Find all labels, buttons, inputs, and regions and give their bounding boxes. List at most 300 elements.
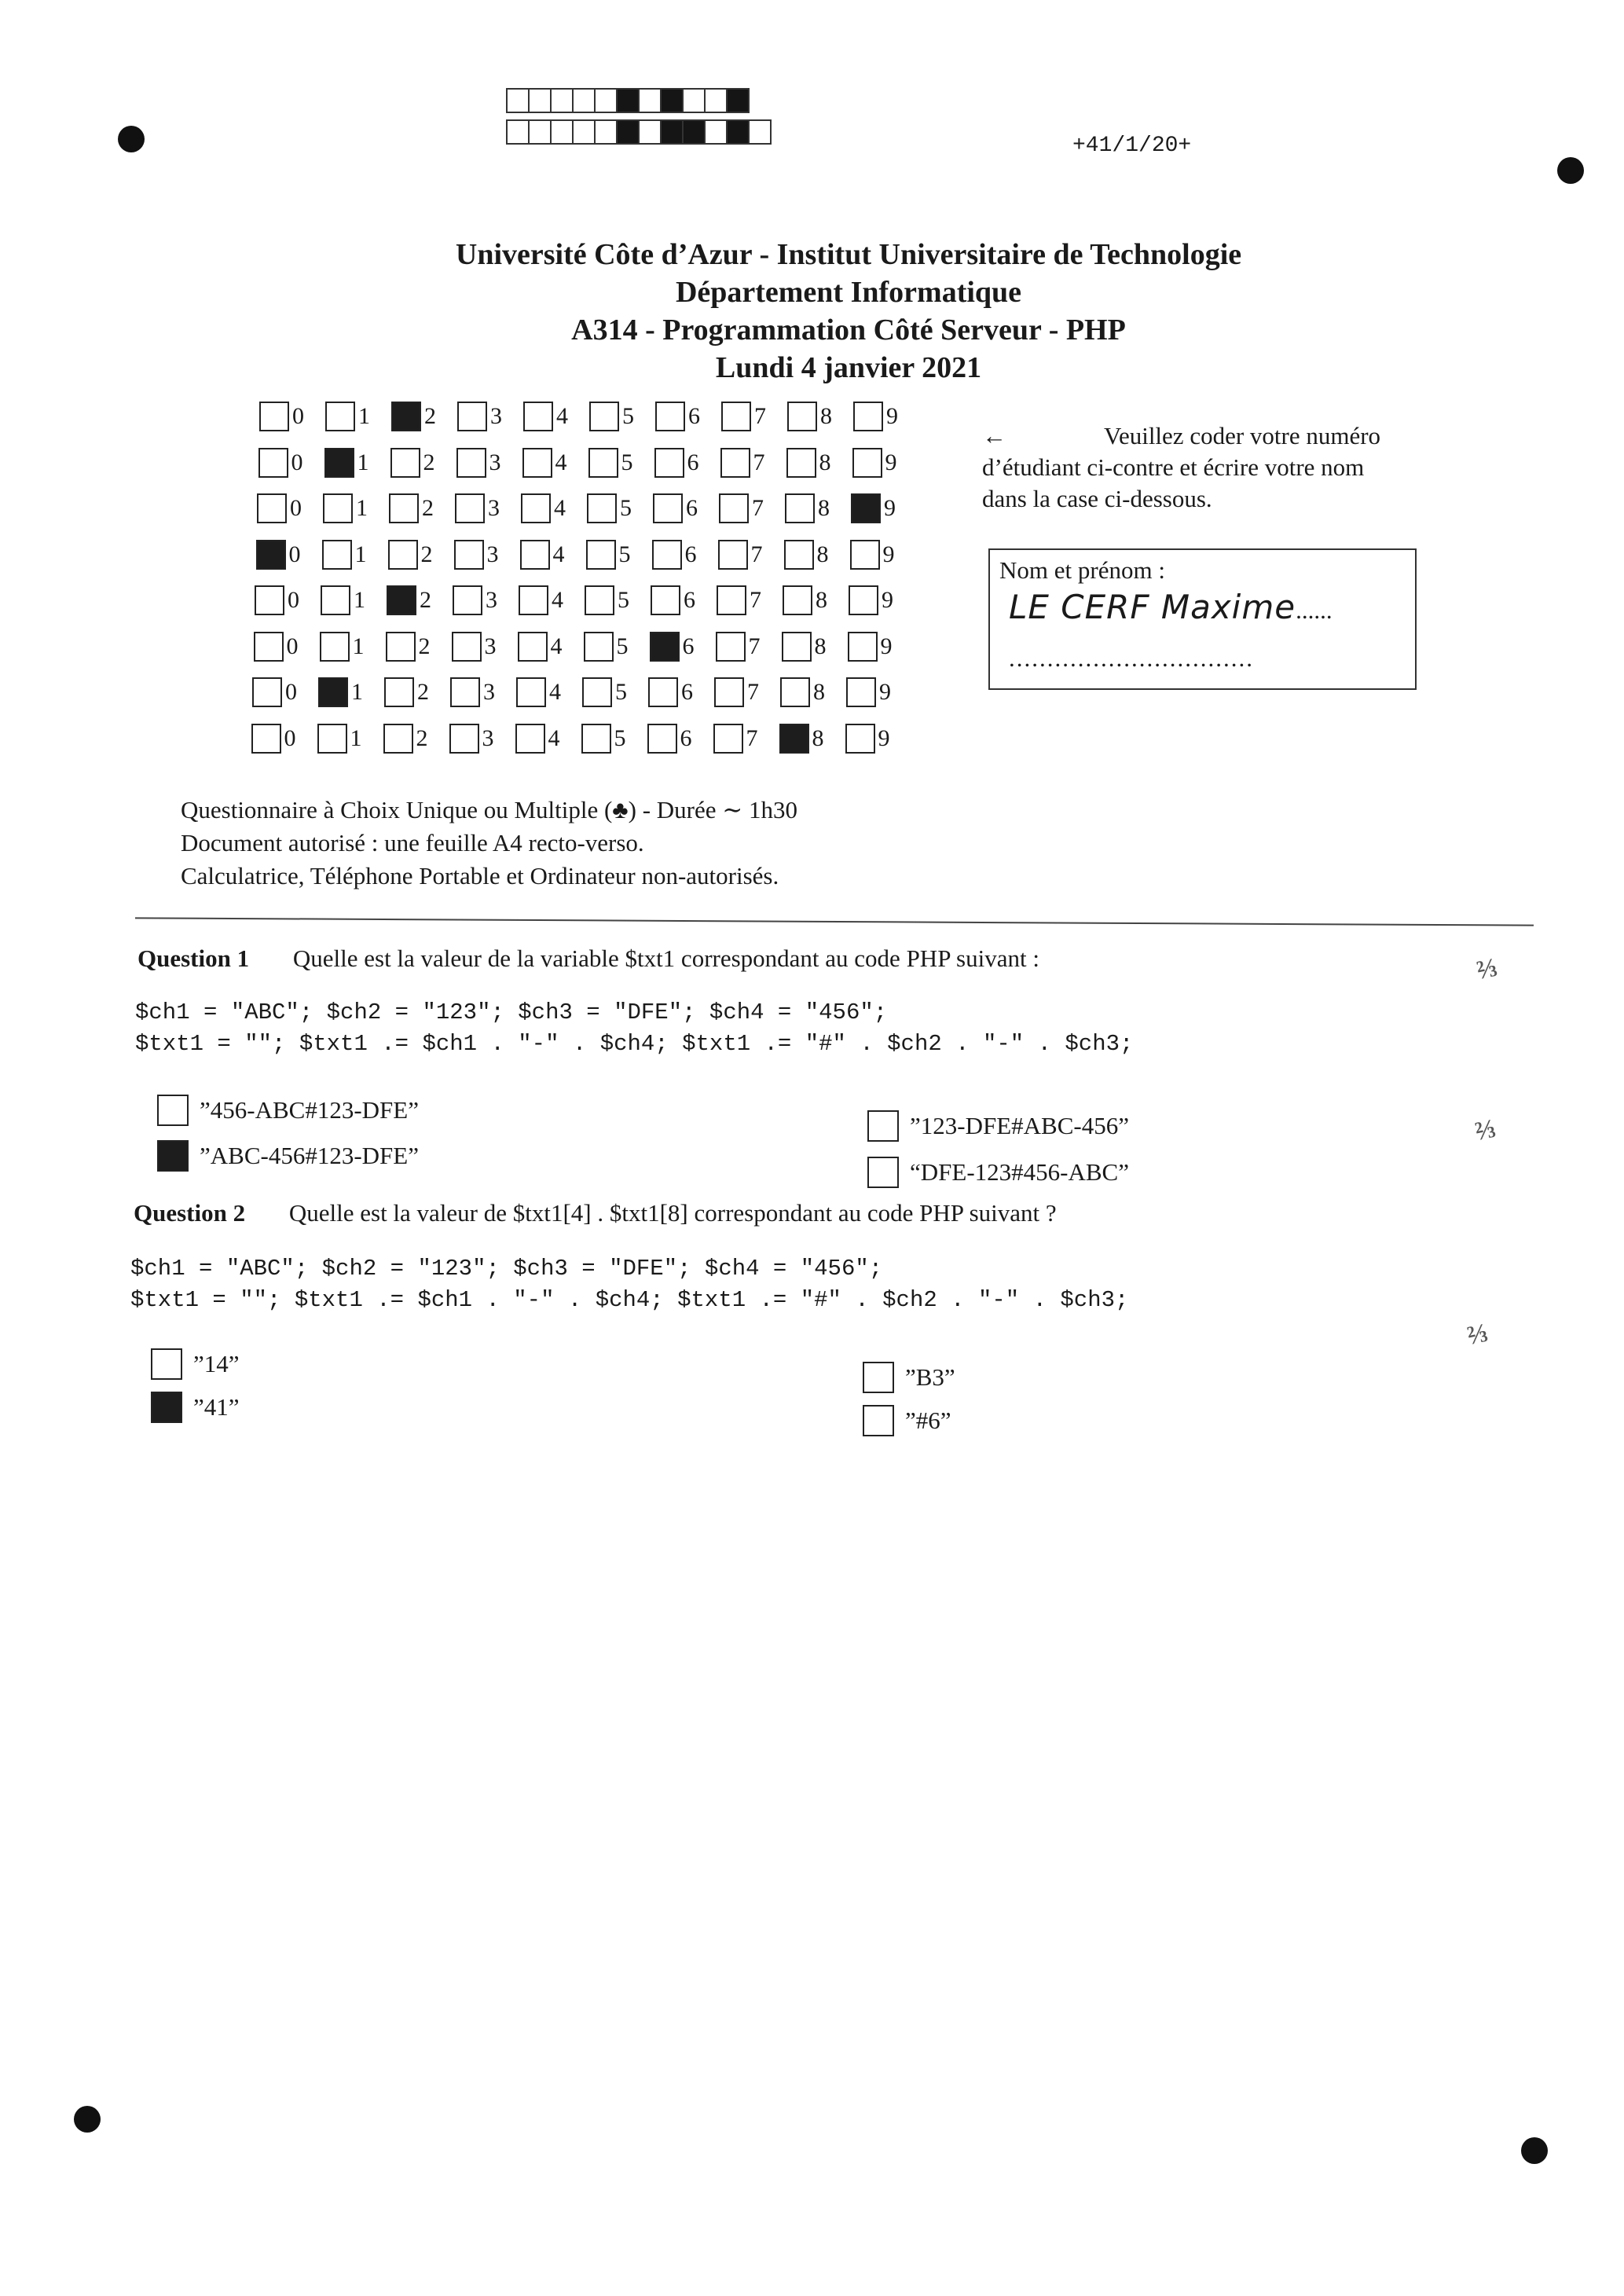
digit-label: 5 — [618, 541, 631, 567]
student-id-row — [258, 443, 918, 482]
digit-option[interactable] — [783, 585, 831, 615]
digit-label: 3 — [488, 495, 500, 521]
digit-label: 4 — [549, 679, 561, 705]
digit-option[interactable] — [588, 448, 637, 478]
digit-option[interactable] — [581, 724, 630, 754]
digit-label: 7 — [747, 679, 759, 705]
checkbox[interactable] — [719, 493, 749, 523]
checkbox[interactable] — [325, 402, 355, 431]
barcode-cell — [660, 119, 684, 145]
checkbox[interactable] — [647, 724, 677, 754]
instructions — [982, 420, 1438, 515]
digit-option[interactable] — [647, 724, 696, 754]
separator-rule — [135, 917, 1534, 926]
digit-label: 5 — [616, 633, 629, 659]
checkbox[interactable] — [390, 448, 420, 478]
exam-info-devices: Calculatrice, Téléphone Portable et Ordinateur non-autorisés. — [181, 862, 779, 889]
digit-label: 3 — [483, 679, 495, 705]
checkbox[interactable] — [251, 724, 281, 754]
checkbox[interactable] — [157, 1140, 189, 1172]
digit-label: 9 — [880, 633, 893, 659]
digit-option[interactable] — [522, 448, 571, 478]
digit-option[interactable] — [515, 724, 564, 754]
digit-label: 4 — [550, 633, 563, 659]
digit-label: 2 — [417, 679, 429, 705]
checkbox[interactable] — [783, 585, 812, 615]
checkbox[interactable] — [320, 632, 350, 662]
digit-label: 2 — [423, 449, 435, 475]
checkbox[interactable] — [651, 585, 680, 615]
exam-info-documents: Document autorisé : une feuille A4 recto-verso. — [181, 829, 644, 856]
digit-label: 1 — [354, 587, 365, 613]
barcode-cell — [506, 88, 530, 113]
digit-label: 8 — [819, 449, 831, 475]
digit-option[interactable] — [782, 632, 830, 662]
digit-label: 9 — [878, 724, 890, 751]
checkbox[interactable] — [157, 1095, 189, 1126]
digit-option[interactable] — [516, 677, 565, 707]
checkbox[interactable] — [258, 448, 288, 478]
digit-option[interactable] — [390, 448, 439, 478]
digit-option[interactable] — [258, 448, 307, 478]
name-box[interactable] — [988, 548, 1417, 690]
digit-option[interactable] — [320, 632, 368, 662]
checkbox[interactable] — [863, 1362, 894, 1393]
digit-label: 0 — [288, 541, 301, 567]
digit-option[interactable] — [519, 585, 567, 615]
digit-option[interactable] — [521, 493, 570, 523]
question-2-code-line-1: $ch1 = "ABC"; $ch2 = "123"; $ch3 = "DFE"; $ch4 = "456"; — [130, 1256, 883, 1282]
digit-option[interactable] — [322, 540, 371, 570]
digit-label: 1 — [358, 403, 370, 429]
question-1-heading — [137, 943, 1039, 974]
name-dots-1: ...... — [1296, 596, 1333, 624]
digit-label: 0 — [291, 449, 303, 475]
digit-label: 6 — [684, 587, 695, 613]
barcode-cell — [726, 119, 750, 145]
registration-mark-top-left — [118, 126, 145, 152]
digit-option[interactable] — [845, 724, 894, 754]
checkbox[interactable] — [867, 1110, 899, 1142]
barcode-cell — [638, 88, 662, 113]
digit-label: 7 — [754, 403, 766, 429]
digit-label: 0 — [290, 495, 302, 521]
checkbox[interactable] — [652, 540, 682, 570]
digit-option[interactable] — [655, 402, 704, 431]
digit-option[interactable] — [587, 493, 636, 523]
checkbox[interactable] — [714, 677, 744, 707]
digit-option[interactable] — [585, 585, 633, 615]
barcode-cell — [726, 88, 750, 113]
digit-label: 7 — [750, 541, 763, 567]
digit-label: 7 — [746, 724, 758, 751]
digit-option[interactable] — [384, 677, 433, 707]
digit-label: 5 — [614, 724, 626, 751]
exam-id: +41/1/20+ — [1072, 134, 1192, 158]
digit-option[interactable] — [584, 632, 632, 662]
digit-option[interactable] — [259, 402, 308, 431]
digit-label: 1 — [354, 541, 367, 567]
checkbox[interactable] — [845, 724, 875, 754]
checkbox[interactable] — [256, 540, 286, 570]
digit-label: 0 — [288, 587, 299, 613]
digit-label: 9 — [886, 403, 898, 429]
digit-option[interactable] — [325, 402, 374, 431]
digit-option[interactable] — [386, 632, 434, 662]
exam-info — [181, 794, 797, 893]
digit-label: 6 — [688, 403, 700, 429]
digit-label: 1 — [351, 679, 363, 705]
barcode-cell — [572, 119, 596, 145]
barcode-row-1 — [506, 88, 748, 113]
digit-label: 7 — [752, 495, 764, 521]
question-2-choice-c[interactable] — [863, 1362, 955, 1393]
digit-label: 2 — [418, 633, 431, 659]
checkbox[interactable] — [786, 448, 816, 478]
question-2-choice-d[interactable] — [863, 1405, 951, 1436]
checkbox[interactable] — [650, 632, 680, 662]
barcode-cell — [550, 119, 574, 145]
checkbox[interactable] — [522, 448, 552, 478]
digit-label: 4 — [552, 587, 563, 613]
digit-label: 8 — [816, 541, 829, 567]
checkbox[interactable] — [384, 677, 414, 707]
digit-label: 9 — [884, 495, 896, 521]
digit-option[interactable] — [317, 724, 366, 754]
checkbox[interactable] — [457, 402, 487, 431]
digit-label: 9 — [879, 679, 891, 705]
digit-label: 3 — [486, 587, 497, 613]
checkbox[interactable] — [151, 1348, 182, 1380]
barcode-cell — [594, 88, 618, 113]
instructions-line-1: Veuillez coder votre numéro — [1104, 422, 1381, 449]
digit-option[interactable] — [720, 448, 769, 478]
digit-option[interactable] — [784, 540, 833, 570]
digit-label: 4 — [555, 449, 567, 475]
choice-label: ”#6” — [905, 1407, 951, 1434]
checkbox[interactable] — [850, 540, 880, 570]
digit-option[interactable] — [586, 540, 635, 570]
digit-label: 3 — [489, 449, 501, 475]
checkbox[interactable] — [454, 540, 484, 570]
digit-option[interactable] — [717, 585, 765, 615]
checkbox[interactable] — [779, 724, 809, 754]
digit-option[interactable] — [324, 448, 373, 478]
checkbox[interactable] — [782, 632, 812, 662]
question-2-choice-b[interactable] — [151, 1392, 240, 1423]
barcode-cell — [682, 119, 706, 145]
checkbox[interactable] — [780, 677, 810, 707]
digit-option[interactable] — [714, 677, 763, 707]
choice-label: ”14” — [193, 1350, 240, 1377]
digit-option[interactable] — [254, 632, 302, 662]
digit-option[interactable] — [787, 402, 836, 431]
header-course: A314 - Programmation Côté Serveur - PHP — [571, 314, 1126, 347]
digit-option[interactable] — [582, 677, 631, 707]
digit-option[interactable] — [518, 632, 566, 662]
name-field-line-2[interactable]: ................................ — [1009, 644, 1254, 672]
registration-mark-bottom-right — [1521, 2137, 1548, 2164]
choice-label: ”123-DFE#ABC-456” — [910, 1112, 1129, 1139]
digit-option[interactable] — [779, 724, 828, 754]
checkbox[interactable] — [851, 493, 881, 523]
digit-option[interactable] — [718, 540, 767, 570]
checkbox[interactable] — [655, 402, 685, 431]
exam-info-format: Questionnaire à Choix Unique ou Multiple (♣) - Durée ∼ 1h30 — [181, 796, 797, 823]
digit-option[interactable] — [389, 493, 438, 523]
checkbox[interactable] — [450, 677, 480, 707]
checkbox[interactable] — [785, 493, 815, 523]
digit-option[interactable] — [520, 540, 569, 570]
digit-label: 8 — [814, 633, 827, 659]
digit-option[interactable] — [648, 677, 697, 707]
digit-option[interactable] — [387, 585, 435, 615]
barcode-cell — [638, 119, 662, 145]
checkbox[interactable] — [787, 402, 817, 431]
digit-option[interactable] — [318, 677, 367, 707]
digit-label: 3 — [490, 403, 502, 429]
digit-label: 0 — [292, 403, 304, 429]
checkbox[interactable] — [853, 402, 883, 431]
student-id-row — [252, 673, 912, 712]
checkbox[interactable] — [863, 1405, 894, 1436]
barcode-row-2 — [506, 119, 770, 145]
digit-label: 0 — [285, 679, 297, 705]
checkbox[interactable] — [391, 402, 421, 431]
digit-label: 7 — [753, 449, 765, 475]
checkbox[interactable] — [515, 724, 545, 754]
checkbox[interactable] — [257, 493, 287, 523]
checkbox[interactable] — [449, 724, 479, 754]
digit-label: 1 — [350, 724, 362, 751]
digit-label: 2 — [422, 495, 434, 521]
checkbox[interactable] — [581, 724, 611, 754]
digit-option[interactable] — [457, 402, 506, 431]
checkbox[interactable] — [318, 677, 348, 707]
checkbox[interactable] — [586, 540, 616, 570]
checkbox[interactable] — [721, 402, 751, 431]
digit-label: 4 — [556, 403, 568, 429]
checkbox[interactable] — [259, 402, 289, 431]
barcode-cell — [748, 119, 772, 145]
checkbox[interactable] — [582, 677, 612, 707]
digit-option[interactable] — [383, 724, 432, 754]
digit-option[interactable] — [713, 724, 762, 754]
digit-option[interactable] — [456, 448, 505, 478]
checkbox[interactable] — [716, 632, 746, 662]
checkbox[interactable] — [317, 724, 347, 754]
digit-label: 5 — [618, 587, 629, 613]
digit-label: 7 — [750, 587, 761, 613]
barcode-cell — [528, 88, 552, 113]
checkbox[interactable] — [453, 585, 482, 615]
digit-label: 4 — [552, 541, 565, 567]
checkbox[interactable] — [720, 448, 750, 478]
name-field-line-1[interactable] — [1009, 588, 1333, 626]
checkbox[interactable] — [846, 677, 876, 707]
checkbox[interactable] — [452, 632, 482, 662]
checkbox[interactable] — [717, 585, 746, 615]
checkbox[interactable] — [852, 448, 882, 478]
checkbox[interactable] — [587, 493, 617, 523]
question-1-choice-b[interactable] — [157, 1140, 419, 1172]
digit-label: 1 — [352, 633, 365, 659]
question-1-code-line-1: $ch1 = "ABC"; $ch2 = "123"; $ch3 = "DFE"; $ch4 = "456"; — [135, 999, 888, 1025]
checkbox[interactable] — [588, 448, 618, 478]
registration-mark-top-right — [1557, 157, 1584, 184]
checkbox[interactable] — [324, 448, 354, 478]
digit-option[interactable] — [849, 585, 897, 615]
header-university: Université Côte d’Azur - Institut Universitaire de Technologie — [455, 238, 1242, 271]
checkbox[interactable] — [648, 677, 678, 707]
checkbox[interactable] — [585, 585, 614, 615]
digit-label: 8 — [812, 724, 824, 751]
checkbox[interactable] — [386, 632, 416, 662]
digit-option[interactable] — [251, 724, 300, 754]
checkbox[interactable] — [387, 585, 416, 615]
checkbox[interactable] — [323, 493, 353, 523]
digit-option[interactable] — [650, 632, 698, 662]
question-1-choice-a[interactable] — [157, 1095, 419, 1126]
digit-option[interactable] — [780, 677, 829, 707]
checkbox[interactable] — [653, 493, 683, 523]
digit-option[interactable] — [848, 632, 896, 662]
checkbox[interactable] — [521, 493, 551, 523]
checkbox[interactable] — [849, 585, 878, 615]
checkbox[interactable] — [151, 1392, 182, 1423]
digit-option[interactable] — [255, 585, 303, 615]
digit-option[interactable] — [651, 585, 699, 615]
digit-option[interactable] — [652, 540, 701, 570]
digit-option[interactable] — [851, 493, 900, 523]
digit-option[interactable] — [852, 448, 901, 478]
digit-label: 6 — [682, 633, 695, 659]
question-1-choice-d[interactable] — [867, 1157, 1129, 1188]
student-id-row — [259, 397, 919, 436]
digit-label: 6 — [680, 724, 692, 751]
barcode-cell — [506, 119, 530, 145]
checkbox[interactable] — [589, 402, 619, 431]
checkbox[interactable] — [388, 540, 418, 570]
header-date: Lundi 4 janvier 2021 — [715, 351, 982, 384]
name-box-label: Nom et prénom : — [999, 556, 1165, 584]
digit-option[interactable] — [850, 540, 899, 570]
checkbox[interactable] — [518, 632, 548, 662]
arrow-left-icon: ← — [982, 422, 1006, 449]
digit-option[interactable] — [450, 677, 499, 707]
digit-option[interactable] — [654, 448, 703, 478]
choice-label: ”456-ABC#123-DFE” — [200, 1096, 419, 1124]
checkbox[interactable] — [516, 677, 546, 707]
checkbox[interactable] — [456, 448, 486, 478]
question-1-label: Question 1 — [137, 944, 250, 972]
question-2-choice-a[interactable] — [151, 1348, 240, 1380]
digit-option[interactable] — [391, 402, 440, 431]
digit-option[interactable] — [455, 493, 504, 523]
checkbox[interactable] — [322, 540, 352, 570]
digit-label: 1 — [356, 495, 368, 521]
digit-label: 9 — [882, 587, 893, 613]
digit-option[interactable] — [786, 448, 835, 478]
checkbox[interactable] — [784, 540, 814, 570]
question-1-choice-c[interactable] — [867, 1110, 1129, 1142]
digit-option[interactable] — [449, 724, 498, 754]
digit-option[interactable] — [589, 402, 638, 431]
digit-option[interactable] — [453, 585, 501, 615]
digit-option[interactable] — [716, 632, 764, 662]
digit-option[interactable] — [785, 493, 834, 523]
checkbox[interactable] — [321, 585, 350, 615]
checkbox[interactable] — [389, 493, 419, 523]
digit-label: 5 — [622, 403, 634, 429]
digit-option[interactable] — [853, 402, 902, 431]
question-1-code-line-2: $txt1 = ""; $txt1 .= $ch1 . "-" . $ch4; $txt1 .= "#" . $ch2 . "-" . $ch3; — [135, 1031, 1134, 1057]
digit-label: 2 — [424, 403, 436, 429]
checkbox[interactable] — [520, 540, 550, 570]
barcode-cell — [704, 119, 728, 145]
student-id-row — [251, 719, 911, 758]
checkbox[interactable] — [584, 632, 614, 662]
digit-label: 2 — [420, 541, 433, 567]
instructions-line-2: d’étudiant ci-contre et écrire votre nom — [982, 453, 1365, 481]
digit-label: 0 — [286, 633, 299, 659]
checkbox[interactable] — [255, 585, 284, 615]
checkbox[interactable] — [867, 1157, 899, 1188]
checkbox[interactable] — [523, 402, 553, 431]
barcode-cell — [572, 88, 596, 113]
digit-option[interactable] — [388, 540, 437, 570]
digit-option[interactable] — [257, 493, 306, 523]
digit-label: 6 — [684, 541, 697, 567]
barcode-cell — [616, 88, 640, 113]
digit-option[interactable] — [252, 677, 301, 707]
digit-option[interactable] — [452, 632, 500, 662]
grade-mark-question-2: ⅔ — [1465, 1318, 1490, 1352]
checkbox[interactable] — [383, 724, 413, 754]
checkbox[interactable] — [718, 540, 748, 570]
checkbox[interactable] — [519, 585, 548, 615]
barcode-cell — [528, 119, 552, 145]
question-2-text: Quelle est la valeur de $txt1[4] . $txt1[8] correspondant au code PHP suivant ? — [288, 1199, 1057, 1227]
checkbox[interactable] — [254, 632, 284, 662]
checkbox[interactable] — [713, 724, 743, 754]
checkbox[interactable] — [654, 448, 684, 478]
student-id-row — [255, 581, 915, 620]
digit-label: 8 — [816, 587, 827, 613]
digit-label: 4 — [548, 724, 560, 751]
digit-option[interactable] — [454, 540, 503, 570]
checkbox[interactable] — [848, 632, 878, 662]
digit-option[interactable] — [721, 402, 770, 431]
digit-label: 3 — [484, 633, 497, 659]
digit-option[interactable] — [653, 493, 702, 523]
digit-label: 5 — [620, 495, 632, 521]
digit-option[interactable] — [719, 493, 768, 523]
question-2-code-line-2: $txt1 = ""; $txt1 .= $ch1 . "-" . $ch4; $txt1 .= "#" . $ch2 . "-" . $ch3; — [130, 1287, 1129, 1313]
grade-mark-question-1b: ⅔ — [1472, 1113, 1498, 1147]
student-id-row — [257, 489, 917, 528]
checkbox[interactable] — [455, 493, 485, 523]
digit-label: 1 — [357, 449, 369, 475]
digit-option[interactable] — [846, 677, 895, 707]
digit-option[interactable] — [256, 540, 305, 570]
digit-option[interactable] — [321, 585, 369, 615]
checkbox[interactable] — [252, 677, 282, 707]
barcode-cell — [682, 88, 706, 113]
digit-option[interactable] — [323, 493, 372, 523]
digit-option[interactable] — [523, 402, 572, 431]
handwritten-name: LE CERF Maxime — [1009, 588, 1296, 626]
